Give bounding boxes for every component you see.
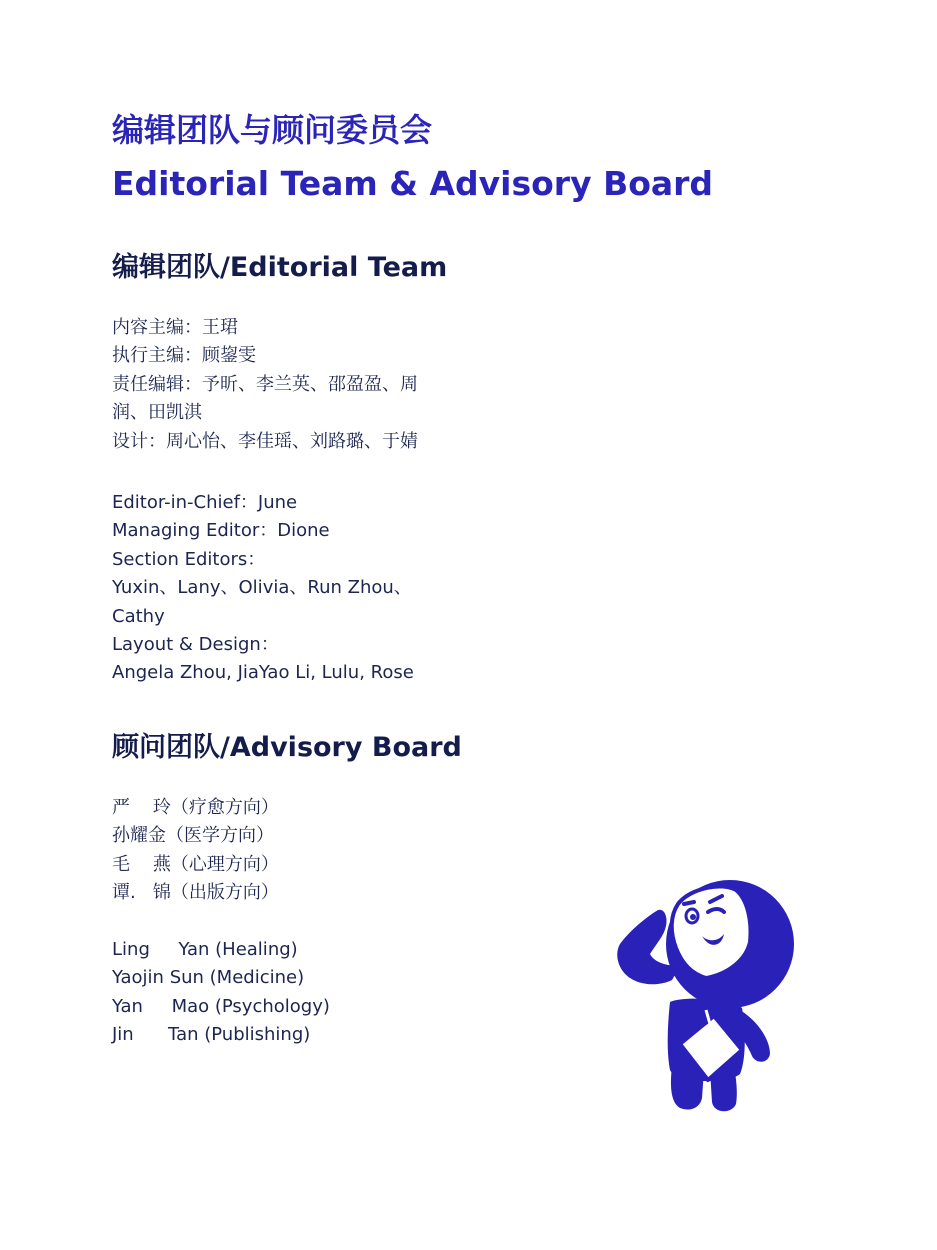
list-item: 执行主编：顾鋆雯 bbox=[112, 345, 256, 367]
list-item: Cathy bbox=[112, 605, 165, 627]
list-item: Layout & Design： bbox=[112, 634, 279, 656]
list-item: Jin Tan (Publishing) bbox=[112, 1024, 311, 1046]
list-item: 毛 燕（心理方向） bbox=[112, 853, 279, 875]
advisory-board-cn-list bbox=[112, 794, 452, 908]
list-item: Ling Yan (Healing) bbox=[112, 939, 298, 960]
page-title-cn: 编辑团队与顾问委员会 bbox=[112, 111, 433, 149]
page-title bbox=[112, 104, 713, 210]
editorial-team-heading: 编辑团队/Editorial Team bbox=[112, 252, 448, 283]
list-item: 责任编辑：予昕、李兰英、邵盈盈、周 bbox=[112, 373, 418, 395]
list-item: 孙耀金（医学方向） bbox=[112, 825, 274, 847]
list-item: Yaojin Sun (Medicine) bbox=[112, 967, 305, 989]
saluting-mascot-icon bbox=[610, 870, 805, 1120]
list-item: Editor-in-Chief：June bbox=[112, 492, 298, 513]
list-item: 设计：周心怡、李佳瑶、刘路璐、于婧 bbox=[112, 430, 418, 452]
list-item: 内容主编：王珺 bbox=[112, 317, 238, 338]
page-title-en: Editorial Team & Advisory Board bbox=[112, 164, 714, 203]
list-item: Yuxin、Lany、Olivia、Run Zhou、 bbox=[112, 577, 412, 599]
list-item: 润、田凯淇 bbox=[112, 402, 202, 424]
list-item: Angela Zhou, JiaYao Li, Lulu, Rose bbox=[112, 662, 414, 684]
editorial-team-en-list bbox=[112, 489, 452, 688]
list-item: Section Editors： bbox=[112, 548, 266, 570]
advisory-board-heading: 顾问团队/Advisory Board bbox=[112, 732, 462, 763]
list-item: Yan Mao (Psychology) bbox=[112, 995, 330, 1017]
editorial-team-cn-list bbox=[112, 314, 452, 456]
list-item: 谭. 锦（出版方向） bbox=[112, 882, 279, 904]
list-item: Managing Editor：Dione bbox=[112, 520, 330, 542]
list-item: 严 玲（疗愈方向） bbox=[112, 797, 279, 818]
advisory-board-en-list bbox=[112, 936, 452, 1050]
